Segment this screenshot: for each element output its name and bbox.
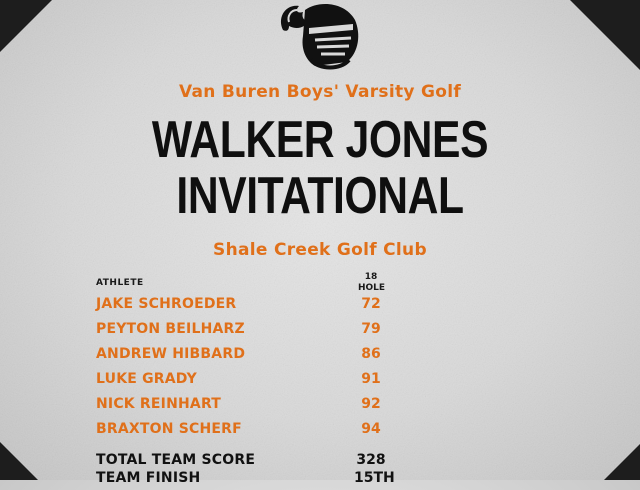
knight-helmet-icon <box>275 0 367 70</box>
table-row <box>96 371 396 391</box>
athlete-name: LUKE GRADY <box>96 371 197 387</box>
event-title-line2: INVITATIONAL <box>176 167 464 225</box>
table-row <box>96 421 396 441</box>
table-row <box>96 346 396 366</box>
corner-decoration-top-left <box>0 0 52 52</box>
athlete-score: 92 <box>361 396 381 412</box>
athlete-score: 79 <box>361 321 381 337</box>
corner-decoration-bottom-left <box>0 442 38 480</box>
athlete-name: NICK REINHART <box>96 396 222 412</box>
event-subtitle: Van Buren Boys' Varsity Golf <box>178 82 462 102</box>
table-row <box>96 396 396 416</box>
total-label: TOTAL TEAM SCORE <box>96 452 256 468</box>
column-header-score <box>358 272 384 294</box>
column-header-athlete: ATHLETE <box>96 278 144 288</box>
total-team-score-row <box>96 452 396 472</box>
total-value: 328 <box>356 452 386 468</box>
athlete-name: PEYTON BEILHARZ <box>96 321 245 337</box>
column-header-score-line1: 18 <box>364 272 378 282</box>
event-venue: Shale Creek Golf Club <box>213 240 427 260</box>
athlete-score: 86 <box>361 346 381 362</box>
athlete-score: 72 <box>361 296 381 312</box>
athlete-score: 91 <box>361 371 381 387</box>
team-finish-value: 15TH <box>354 470 395 486</box>
team-finish-label: TEAM FINISH <box>96 470 201 486</box>
table-row <box>96 296 396 316</box>
athlete-name: BRAXTON SCHERF <box>96 421 242 437</box>
column-header-score-line2: HOLE <box>358 283 386 293</box>
athlete-score: 94 <box>361 421 381 437</box>
team-finish-row <box>96 470 396 490</box>
table-row <box>96 321 396 341</box>
event-title-line1: WALKER JONES <box>151 111 489 169</box>
corner-decoration-bottom-right <box>604 444 640 480</box>
athlete-name: ANDREW HIBBARD <box>96 346 246 362</box>
athlete-name: JAKE SCHROEDER <box>96 296 237 312</box>
corner-decoration-top-right <box>570 0 640 70</box>
